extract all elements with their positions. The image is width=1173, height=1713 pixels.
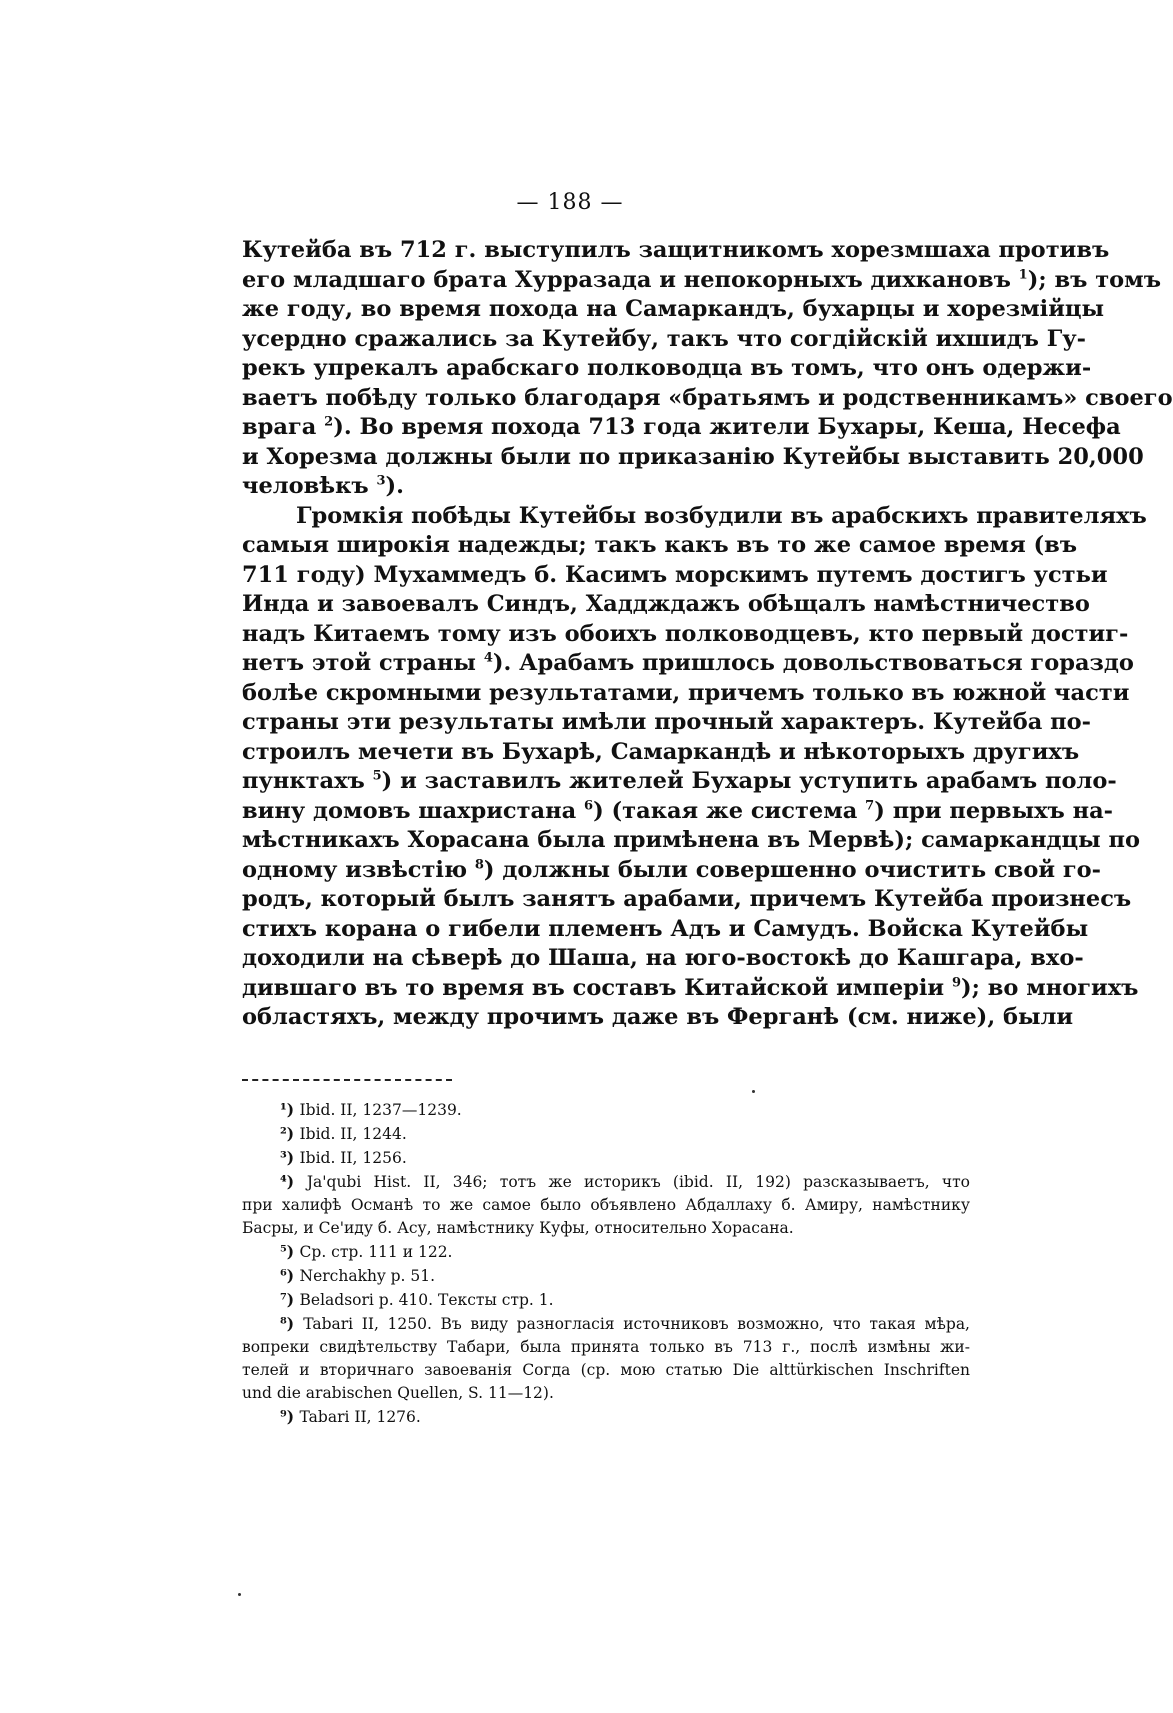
footnote-number: ³) <box>280 1148 300 1167</box>
text-line: Кутейба въ 712 г. выступилъ защитникомъ хорезмшаха противъ <box>242 237 1110 263</box>
footnote-number: ²) <box>280 1124 300 1143</box>
footnote-line: ⁶) Nerchakhy p. 51. <box>280 1266 436 1285</box>
text-line: врага $^2$). Во время похода 713 года жители Бухары, Кеша, Несефа <box>242 414 1121 440</box>
footnote-line: ⁴) Ja'qubi Hist. II, 346; тотъ же историкъ (ibid. II, 192) разсказываетъ, что <box>280 1172 970 1191</box>
text-line: и Хорезма должны были по приказанію Кутейбы выставить 20,000 <box>242 443 1144 470</box>
text-line: вину домовъ шахристана $^6$) (такая же система $^7$) при первыхъ на- <box>242 797 1114 824</box>
footnote-line: ⁵) Ср. стр. 111 и 122. <box>280 1242 453 1261</box>
footnote-ref: 3 <box>376 473 386 489</box>
footnote-line: ⁹) Tabari II, 1276. <box>280 1407 421 1426</box>
footnote-number: ⁶) <box>280 1266 300 1285</box>
text-line: рекъ упрекалъ арабскаго полководца въ томъ, что онъ одержи- <box>242 355 1092 381</box>
text-line: областяхъ, между прочимъ даже въ Ферганѣ (см. ниже), были <box>242 1004 1074 1030</box>
text-line: родъ, который былъ занятъ арабами, причемъ Кутейба произнесъ <box>242 886 1132 912</box>
footnote-line: вопреки свидѣтельству Табари, была принята только въ 713 г., послѣ измѣны жи- <box>242 1338 970 1356</box>
text-line: же году, во время похода на Самаркандъ, бухарцы и хорезмійцы <box>242 296 1105 322</box>
footnote-ref: 2 <box>324 414 334 430</box>
footnote-line: und die arabischen Quellen, S. 11—12). <box>242 1384 554 1402</box>
text-line: строилъ мечети въ Бухарѣ, Самаркандѣ и нѣкоторыхъ другихъ <box>242 738 1080 765</box>
page-number: — 188 — <box>516 190 624 215</box>
footnote-number: ⁵) <box>280 1242 300 1261</box>
text-line: страны эти результаты имѣли прочный характеръ. Кутейба по- <box>242 709 1091 735</box>
text-line: надъ Китаемъ тому изъ обоихъ полководцевъ, кто первый достиг- <box>242 620 1129 647</box>
footnote-line: Басры, и Се'иду б. Асу, намѣстнику Куфы, относительно Хорасана. <box>242 1219 794 1237</box>
text-line: человѣкъ $^3$). <box>242 473 404 499</box>
text-line: дившаго въ то время въ составъ Китайской имперіи $^9$); во многихъ <box>242 974 1139 1001</box>
text-line: Инда и завоевалъ Синдъ, Хаддждажъ обѣщалъ намѣстничество <box>242 591 1090 617</box>
text-line: Громкія побѣды Кутейбы возбудили въ арабскихъ правителяхъ <box>296 502 1147 529</box>
footnote-number: ⁷) <box>280 1290 300 1309</box>
main-text <box>242 236 1173 1033</box>
footnote-line: телей и вторичнаго завоеванія Согда (ср. мою статью Die alttürkischen Inschriften <box>242 1361 970 1379</box>
text-line: доходили на сѣверѣ до Шаша, на юго-востокѣ до Кашгара, вхо- <box>242 945 1084 971</box>
footnote-number: ⁹) <box>280 1407 300 1426</box>
paragraph <box>242 236 1173 502</box>
footnote-separator <box>242 1079 452 1081</box>
footnote-number: ⁴) <box>280 1172 307 1191</box>
footnote-ref: 8 <box>474 857 484 872</box>
footnote-number: ¹) <box>280 1100 300 1119</box>
footnote-ref: 7 <box>865 798 875 813</box>
footnote-ref: 6 <box>584 798 594 813</box>
footnote-ref: 4 <box>483 650 493 666</box>
footnote-ref: 1 <box>1018 267 1028 282</box>
scan-speck <box>238 1593 241 1596</box>
footnote-line: ⁷) Beladsori p. 410. Тексты стр. 1. <box>280 1290 554 1309</box>
text-line: одному извѣстію $^8$) должны были совершенно очистить свой го- <box>242 856 1101 883</box>
text-line: ваетъ побѣду только благодаря «братьямъ и родственникамъ» своего <box>242 384 1173 411</box>
footnote-number: ⁸) <box>280 1314 304 1333</box>
footnote-line: ⁸) Tabari II, 1250. Въ виду разногласія источниковъ возможно, что такая мѣра, <box>280 1314 970 1333</box>
text-line: усердно сражались за Кутейбу, такъ что согдійскій ихшидъ Гу- <box>242 325 1086 352</box>
footnote-ref: 9 <box>951 975 961 990</box>
text-line: стихъ корана о гибели племенъ Адъ и Самудъ. Войска Кутейбы <box>242 915 1089 942</box>
footnotes <box>242 1098 970 1429</box>
text-line: его младшаго брата Хурразада и непокорныхъ дихкановъ $^1$); въ томъ <box>242 266 1161 293</box>
footnote-ref: 5 <box>372 768 382 784</box>
footnote-line: ³) Ibid. II, 1256. <box>280 1148 407 1167</box>
text-line: болѣе скромными результатами, причемъ только въ южной части <box>242 679 1130 706</box>
scan-speck <box>752 1090 755 1093</box>
footnote-line: при халифѣ Османѣ то же самое было объявлено Абдаллаху б. Амиру, намѣстнику <box>242 1196 970 1214</box>
footnote-line: ¹) Ibid. II, 1237—1239. <box>280 1100 462 1119</box>
text-line: самыя широкія надежды; такъ какъ въ то же самое время (въ <box>242 532 1078 558</box>
text-line: нетъ этой страны $^4$). Арабамъ пришлось довольствоваться гораздо <box>242 650 1134 676</box>
text-line: 711 году) Мухаммедъ б. Касимъ морскимъ путемъ достигъ устьи <box>242 561 1108 588</box>
paragraph <box>242 502 1147 1033</box>
text-line: мѣстникахъ Хорасана была примѣнена въ Мервѣ); самаркандцы по <box>242 827 1141 853</box>
text-line: пунктахъ $^5$) и заставилъ жителей Бухары уступить арабамъ поло- <box>242 768 1117 794</box>
footnote-line: ²) Ibid. II, 1244. <box>280 1124 407 1143</box>
